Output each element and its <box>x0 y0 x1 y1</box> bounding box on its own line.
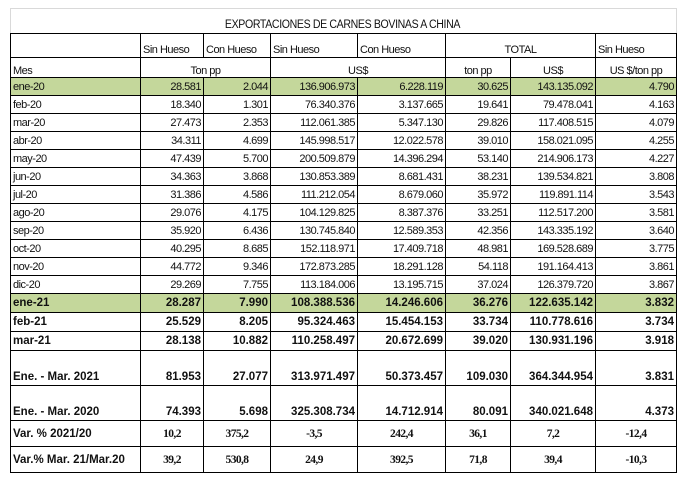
cell-sin-hueso-ton[interactable]: 10,2 <box>141 421 204 447</box>
cell-sin-hueso-usd[interactable]: 313.971.497 <box>271 351 358 386</box>
cell-sin-hueso-usd[interactable]: 130.745.840 <box>271 222 358 240</box>
table-row <box>11 332 677 351</box>
cell-mes[interactable]: Var. % 2021/20 <box>11 421 141 447</box>
cell-sin-hueso-usd[interactable]: 95.324.463 <box>271 313 358 332</box>
cell-mes[interactable]: dic-20 <box>11 276 141 294</box>
cell-mes[interactable]: mar-20 <box>11 114 141 132</box>
cell-sin-hueso-usd[interactable]: 325.308.734 <box>271 386 358 421</box>
table-row <box>11 114 677 132</box>
cell-mes[interactable]: Ene. - Mar. 2020 <box>11 386 141 421</box>
cell-con-hueso-usd[interactable]: 8.679.060 <box>358 186 446 204</box>
cell-sin-hueso-ton[interactable]: 34.363 <box>141 168 204 186</box>
header-mes[interactable]: Mes <box>11 58 141 78</box>
cell-sin-hueso-usd[interactable]: 112.061.385 <box>271 114 358 132</box>
cell-total-ton[interactable]: 37.024 <box>446 276 511 294</box>
cell-mes[interactable]: Ene. - Mar. 2021 <box>11 351 141 386</box>
cell-con-hueso-ton[interactable]: 375,2 <box>204 421 271 447</box>
cell-price[interactable]: 4.373 <box>596 386 677 421</box>
cell-total-ton[interactable]: 38.231 <box>446 168 511 186</box>
cell-con-hueso-ton[interactable]: 6.436 <box>204 222 271 240</box>
cell-total-usd[interactable]: 112.517.200 <box>511 204 596 222</box>
cell-mes[interactable]: abr-20 <box>11 132 141 150</box>
cell-sin-hueso-usd[interactable]: 76.340.376 <box>271 96 358 114</box>
cell-sin-hueso-ton[interactable]: 28.138 <box>141 332 204 351</box>
header-usd[interactable]: US$ <box>271 58 446 78</box>
cell-sin-hueso-usd[interactable]: 200.509.879 <box>271 150 358 168</box>
cell-total-ton[interactable]: 30.625 <box>446 78 511 96</box>
cell-sin-hueso-ton[interactable]: 44.772 <box>141 258 204 276</box>
cell-sin-hueso-ton[interactable]: 47.439 <box>141 150 204 168</box>
cell-con-hueso-ton[interactable]: 4.586 <box>204 186 271 204</box>
cell-price[interactable]: 3.832 <box>596 294 677 313</box>
cell-sin-hueso-usd[interactable]: 145.998.517 <box>271 132 358 150</box>
header-total[interactable]: TOTAL <box>446 34 596 58</box>
cell-con-hueso-ton[interactable]: 3.868 <box>204 168 271 186</box>
cell-sin-hueso-usd[interactable]: 24,9 <box>271 447 358 473</box>
cell-con-hueso-ton[interactable]: 10.882 <box>204 332 271 351</box>
cell-con-hueso-usd[interactable]: 6.228.119 <box>358 78 446 96</box>
cell-sin-hueso-ton[interactable]: 74.393 <box>141 386 204 421</box>
cell-total-ton[interactable]: 54.118 <box>446 258 511 276</box>
cell-price[interactable]: 3.861 <box>596 258 677 276</box>
cell-price[interactable]: 3.831 <box>596 351 677 386</box>
header-row-type <box>11 34 677 58</box>
exports-table <box>10 33 677 473</box>
table-row <box>11 150 677 168</box>
cell-sin-hueso-ton[interactable]: 29.269 <box>141 276 204 294</box>
cell-total-usd[interactable]: 130.931.196 <box>511 332 596 351</box>
cell-mes[interactable]: jul-20 <box>11 186 141 204</box>
cell-total-ton[interactable]: 42.356 <box>446 222 511 240</box>
cell-total-ton[interactable]: 36.276 <box>446 294 511 313</box>
cell-con-hueso-ton[interactable]: 9.346 <box>204 258 271 276</box>
cell-con-hueso-ton[interactable]: 4.699 <box>204 132 271 150</box>
cell-sin-hueso-ton[interactable]: 18.340 <box>141 96 204 114</box>
cell-total-ton[interactable]: 29.826 <box>446 114 511 132</box>
cell-sin-hueso-usd[interactable]: 108.388.536 <box>271 294 358 313</box>
cell-sin-hueso-ton[interactable]: 27.473 <box>141 114 204 132</box>
cell-sin-hueso-ton[interactable]: 31.386 <box>141 186 204 204</box>
cell-con-hueso-usd[interactable]: 17.409.718 <box>358 240 446 258</box>
cell-sin-hueso-ton[interactable]: 28.287 <box>141 294 204 313</box>
variation-row <box>11 421 677 447</box>
cell-con-hueso-usd[interactable]: 242,4 <box>358 421 446 447</box>
variation-row <box>11 447 677 473</box>
cell-con-hueso-ton[interactable]: 8.205 <box>204 313 271 332</box>
cell-con-hueso-ton[interactable]: 27.077 <box>204 351 271 386</box>
cell-sin-hueso-usd[interactable]: 104.129.825 <box>271 204 358 222</box>
cell-total-usd[interactable]: 139.534.821 <box>511 168 596 186</box>
cell-mes[interactable]: feb-21 <box>11 313 141 332</box>
table-row <box>11 204 677 222</box>
cell-price[interactable]: 4.255 <box>596 132 677 150</box>
cell-mes[interactable]: feb-20 <box>11 96 141 114</box>
cell-sin-hueso-usd[interactable]: 136.906.973 <box>271 78 358 96</box>
cell-con-hueso-usd[interactable]: 50.373.457 <box>358 351 446 386</box>
header-con-hueso-usd[interactable]: Con Hueso <box>358 34 446 58</box>
cell-sin-hueso-ton[interactable]: 40.295 <box>141 240 204 258</box>
cell-total-ton[interactable]: 80.091 <box>446 386 511 421</box>
cell-con-hueso-usd[interactable]: 18.291.128 <box>358 258 446 276</box>
cell-con-hueso-usd[interactable]: 392,5 <box>358 447 446 473</box>
table-row <box>11 132 677 150</box>
cell-total-usd[interactable]: 169.528.689 <box>511 240 596 258</box>
header-ton-pp[interactable]: Ton pp <box>141 58 271 78</box>
cell-sin-hueso-usd[interactable]: 172.873.285 <box>271 258 358 276</box>
cell-sin-hueso-ton[interactable]: 81.953 <box>141 351 204 386</box>
cell-con-hueso-ton[interactable]: 4.175 <box>204 204 271 222</box>
cell-total-usd[interactable]: 364.344.954 <box>511 351 596 386</box>
cell-sin-hueso-usd[interactable]: 130.853.389 <box>271 168 358 186</box>
cell-price[interactable]: 4.227 <box>596 150 677 168</box>
cell-total-usd[interactable]: 117.408.515 <box>511 114 596 132</box>
cell-total-ton[interactable]: 53.140 <box>446 150 511 168</box>
cell-price[interactable]: 3.918 <box>596 332 677 351</box>
cell-con-hueso-usd[interactable]: 13.195.715 <box>358 276 446 294</box>
spreadsheet <box>10 8 676 480</box>
table-title: EXPORTACIONES DE CARNES BOVINAS A CHINA <box>224 19 461 31</box>
cell-total-usd[interactable]: 79.478.041 <box>511 96 596 114</box>
cell-sin-hueso-usd[interactable]: 152.118.971 <box>271 240 358 258</box>
cell-total-ton[interactable]: 36,1 <box>446 421 511 447</box>
header-con-hueso-ton[interactable]: Con Hueso <box>204 34 271 58</box>
cell-price[interactable]: 4.790 <box>596 78 677 96</box>
cell-mes[interactable]: sep-20 <box>11 222 141 240</box>
cell-total-ton[interactable]: 33.251 <box>446 204 511 222</box>
cell-price[interactable]: 3.640 <box>596 222 677 240</box>
cell-sin-hueso-ton[interactable]: 28.581 <box>141 78 204 96</box>
cell-con-hueso-ton[interactable]: 7.755 <box>204 276 271 294</box>
cell-con-hueso-usd[interactable]: 14.712.914 <box>358 386 446 421</box>
cell-con-hueso-ton[interactable]: 2.044 <box>204 78 271 96</box>
cell-price[interactable]: 3.808 <box>596 168 677 186</box>
table-row <box>11 96 677 114</box>
cell-con-hueso-ton[interactable]: 5.698 <box>204 386 271 421</box>
cell-price[interactable]: -12,4 <box>596 421 677 447</box>
cell-total-usd[interactable]: 7,2 <box>511 421 596 447</box>
cell-con-hueso-ton[interactable]: 8.685 <box>204 240 271 258</box>
header-sin-hueso-ton[interactable]: Sin Hueso <box>141 34 204 58</box>
cell-con-hueso-ton[interactable]: 5.700 <box>204 150 271 168</box>
cell-total-usd[interactable]: 119.891.114 <box>511 186 596 204</box>
cell-total-usd[interactable]: 143.135.092 <box>511 78 596 96</box>
cell-mes[interactable]: oct-20 <box>11 240 141 258</box>
cell-total-usd[interactable]: 143.335.192 <box>511 222 596 240</box>
cell-con-hueso-ton[interactable]: 7.990 <box>204 294 271 313</box>
cell-price[interactable]: 3.734 <box>596 313 677 332</box>
cell-total-ton[interactable]: 35.972 <box>446 186 511 204</box>
cell-total-ton[interactable]: 33.734 <box>446 313 511 332</box>
cell-mes[interactable]: Var.% Mar. 21/Mar.20 <box>11 447 141 473</box>
table-row <box>11 168 677 186</box>
cell-total-usd[interactable]: 158.021.095 <box>511 132 596 150</box>
cell-mes[interactable]: jun-20 <box>11 168 141 186</box>
table-row <box>11 276 677 294</box>
cell-price[interactable]: 3.581 <box>596 204 677 222</box>
cell-price[interactable]: 3.543 <box>596 186 677 204</box>
cell-mes[interactable]: ene-21 <box>11 294 141 313</box>
cell-con-hueso-ton[interactable]: 2.353 <box>204 114 271 132</box>
cell-total-ton[interactable]: 39.020 <box>446 332 511 351</box>
cell-mes[interactable]: may-20 <box>11 150 141 168</box>
cell-mes[interactable]: mar-21 <box>11 332 141 351</box>
cell-con-hueso-usd[interactable]: 12.022.578 <box>358 132 446 150</box>
cell-total-ton[interactable]: 48.981 <box>446 240 511 258</box>
cell-sin-hueso-usd[interactable]: -3,5 <box>271 421 358 447</box>
cell-price[interactable]: 3.867 <box>596 276 677 294</box>
table-row <box>11 258 677 276</box>
cell-sin-hueso-ton[interactable]: 39,2 <box>141 447 204 473</box>
cell-total-ton[interactable]: 39.010 <box>446 132 511 150</box>
cell-price[interactable]: 4.079 <box>596 114 677 132</box>
table-row <box>11 186 677 204</box>
cell-total-ton[interactable]: 19.641 <box>446 96 511 114</box>
cell-con-hueso-usd[interactable]: 14.246.606 <box>358 294 446 313</box>
table-row <box>11 78 677 96</box>
cell-con-hueso-ton[interactable]: 530,8 <box>204 447 271 473</box>
header-cell-blank[interactable] <box>11 34 141 58</box>
header-price[interactable]: US $/ton pp <box>596 58 677 78</box>
cell-con-hueso-usd[interactable]: 5.347.130 <box>358 114 446 132</box>
cell-con-hueso-usd[interactable]: 8.387.376 <box>358 204 446 222</box>
table-row <box>11 313 677 332</box>
total-row <box>11 386 677 421</box>
cell-con-hueso-usd[interactable]: 15.454.153 <box>358 313 446 332</box>
cell-total-ton[interactable]: 109.030 <box>446 351 511 386</box>
cell-sin-hueso-ton[interactable]: 34.311 <box>141 132 204 150</box>
cell-total-usd[interactable]: 191.164.413 <box>511 258 596 276</box>
cell-total-usd[interactable]: 340.021.648 <box>511 386 596 421</box>
cell-mes[interactable]: nov-20 <box>11 258 141 276</box>
header-sin-hueso-usd[interactable]: Sin Hueso <box>271 34 358 58</box>
header-row-units <box>11 58 677 78</box>
cell-sin-hueso-usd[interactable]: 113.184.006 <box>271 276 358 294</box>
cell-con-hueso-usd[interactable]: 20.672.699 <box>358 332 446 351</box>
total-row <box>11 351 677 386</box>
table-row <box>11 240 677 258</box>
cell-con-hueso-usd[interactable]: 12.589.353 <box>358 222 446 240</box>
cell-con-hueso-ton[interactable]: 1.301 <box>204 96 271 114</box>
cell-sin-hueso-usd[interactable]: 110.258.497 <box>271 332 358 351</box>
cell-price[interactable]: 3.775 <box>596 240 677 258</box>
cell-con-hueso-usd[interactable]: 14.396.294 <box>358 150 446 168</box>
cell-con-hueso-usd[interactable]: 3.137.665 <box>358 96 446 114</box>
cell-total-usd[interactable]: 122.635.142 <box>511 294 596 313</box>
cell-total-ton[interactable]: 71,8 <box>446 447 511 473</box>
header-total-ton-pp[interactable]: ton pp <box>446 58 511 78</box>
cell-total-usd[interactable]: 214.906.173 <box>511 150 596 168</box>
cell-sin-hueso-ton[interactable]: 29.076 <box>141 204 204 222</box>
cell-price[interactable]: 4.163 <box>596 96 677 114</box>
table-row <box>11 222 677 240</box>
cell-mes[interactable]: ene-20 <box>11 78 141 96</box>
cell-total-usd[interactable]: 39,4 <box>511 447 596 473</box>
header-sin-hueso-price[interactable]: Sin Hueso <box>596 34 677 58</box>
cell-total-usd[interactable]: 110.778.616 <box>511 313 596 332</box>
cell-sin-hueso-ton[interactable]: 25.529 <box>141 313 204 332</box>
cell-sin-hueso-ton[interactable]: 35.920 <box>141 222 204 240</box>
table-row <box>11 294 677 313</box>
cell-con-hueso-usd[interactable]: 8.681.431 <box>358 168 446 186</box>
cell-sin-hueso-usd[interactable]: 111.212.054 <box>271 186 358 204</box>
cell-mes[interactable]: ago-20 <box>11 204 141 222</box>
header-total-usd[interactable]: US$ <box>511 58 596 78</box>
cell-price[interactable]: -10,3 <box>596 447 677 473</box>
cell-total-usd[interactable]: 126.379.720 <box>511 276 596 294</box>
